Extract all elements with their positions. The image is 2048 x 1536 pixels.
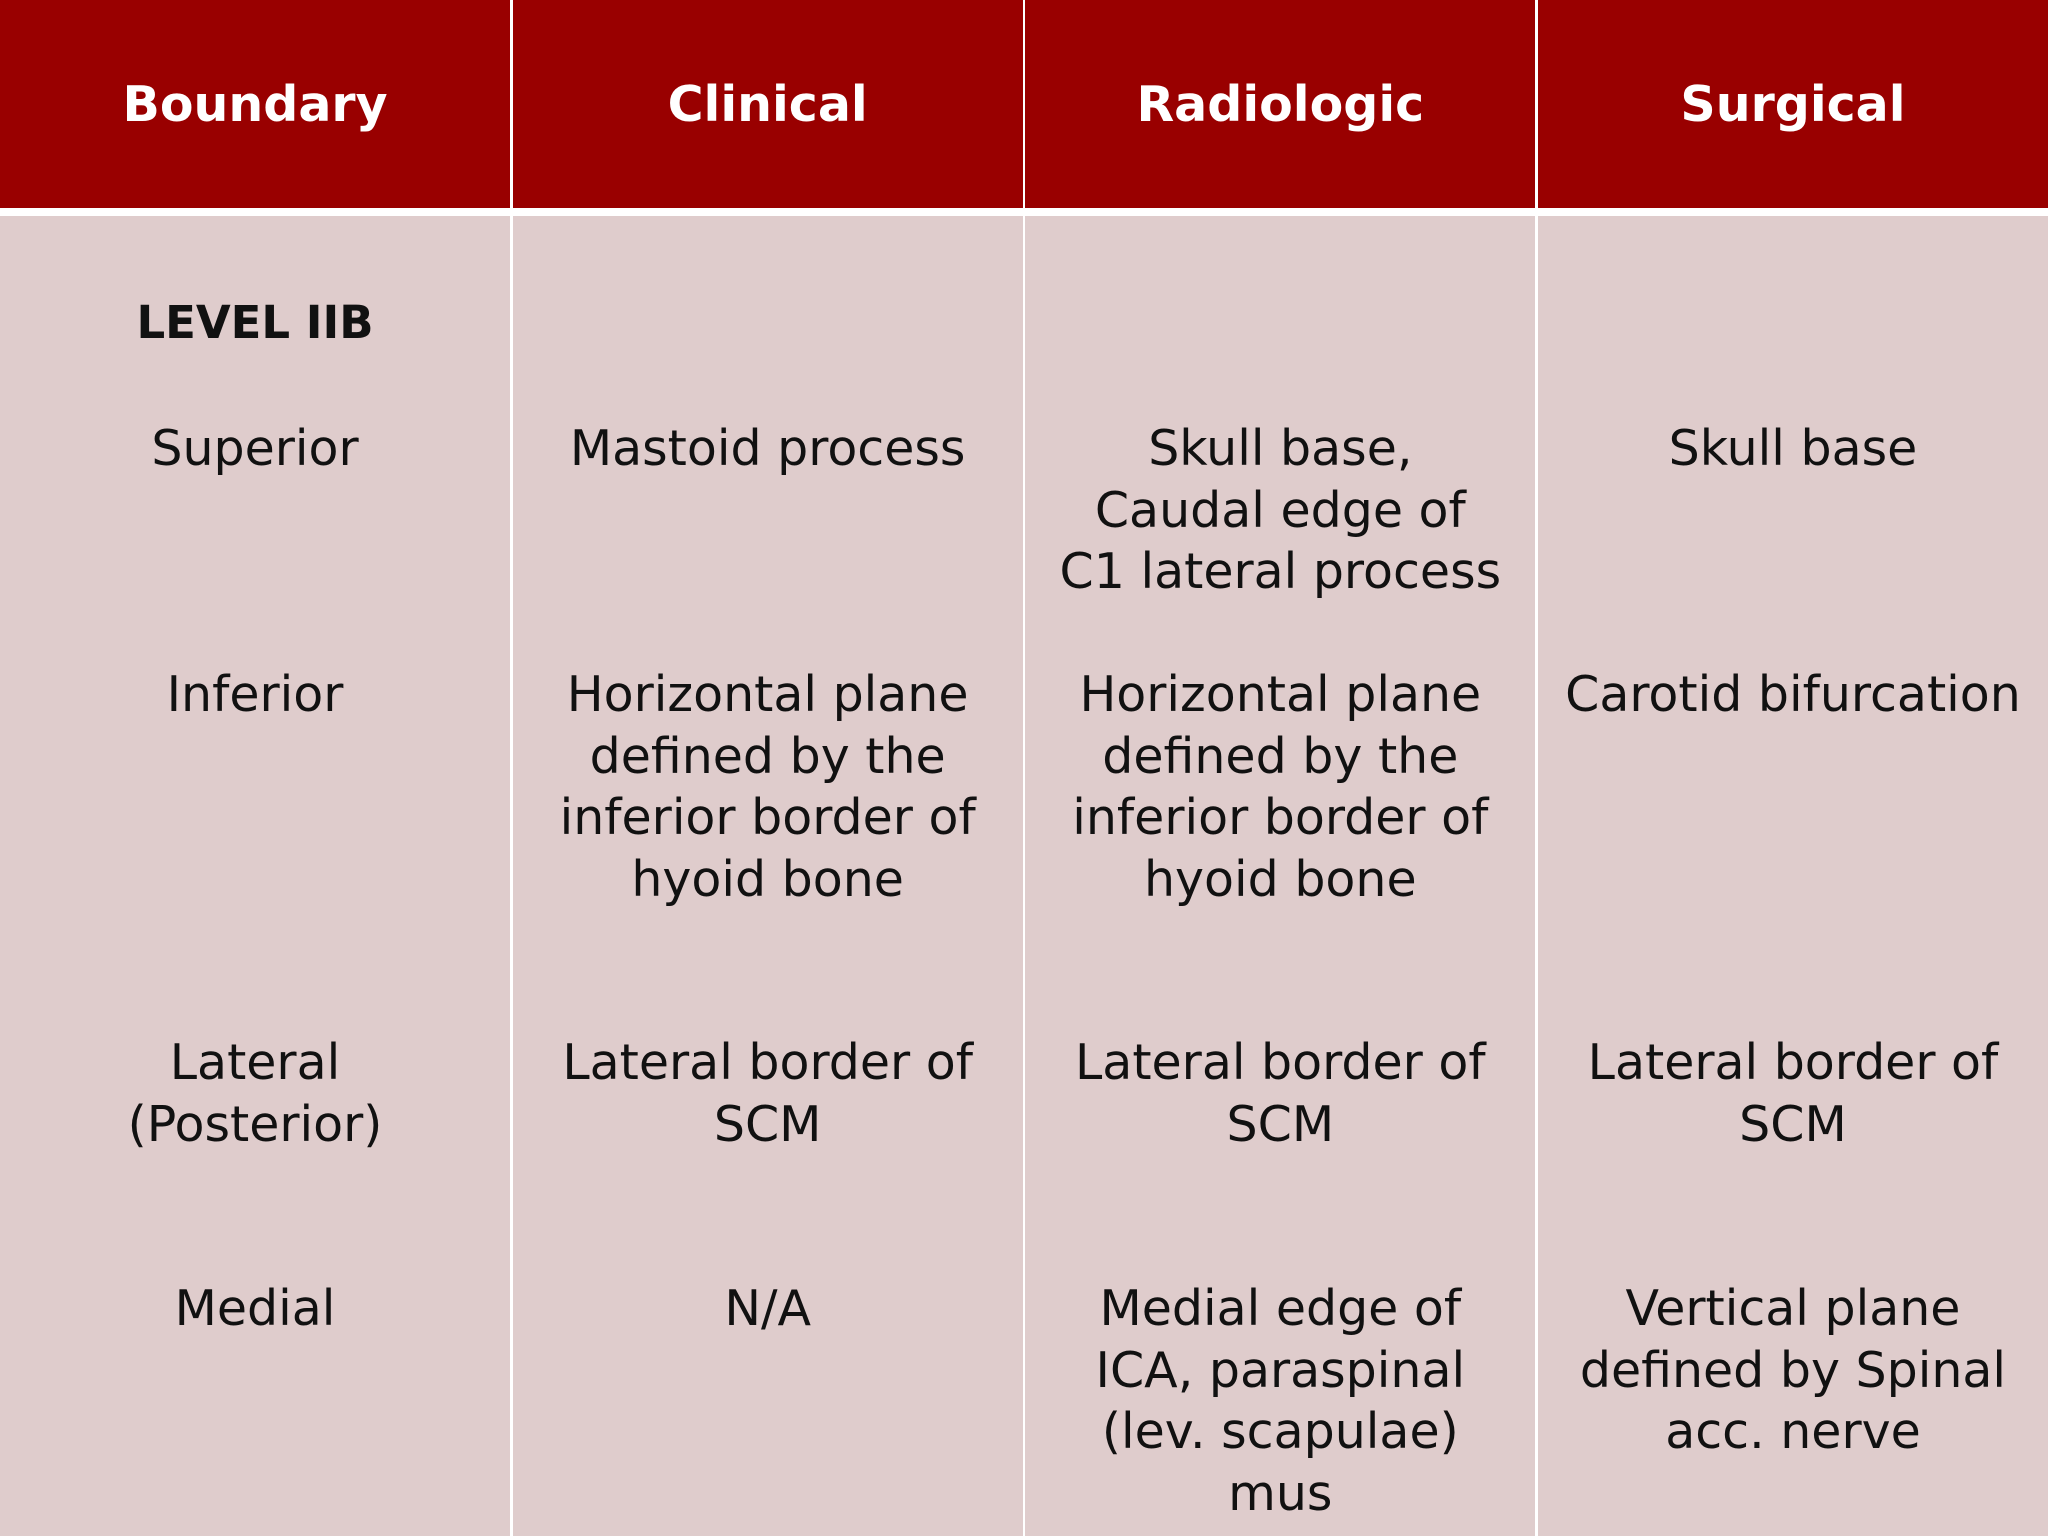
header-radiologic: Radiologic	[1025, 0, 1535, 216]
column-boundary	[0, 216, 510, 1536]
cell-boundary-lateral: Lateral (Posterior)	[127, 1034, 383, 1153]
cell-boundary-medial: Medial	[174, 1280, 336, 1337]
column-surgical	[1538, 216, 2048, 1536]
cell-radiologic-lateral: Lateral border of SCM	[1075, 1034, 1486, 1153]
cell-surgical-lateral: Lateral border of SCM	[1587, 1034, 1999, 1153]
cell-radiologic-superior: Skull base, Caudal edge of C1 lateral process	[1059, 420, 1502, 600]
column-radiologic	[1025, 216, 1535, 1536]
cell-surgical-inferior: Carotid bifurcation	[1565, 666, 2021, 723]
cell-radiologic-medial: Medial edge of ICA, paraspinal (lev. scapulae) mus	[1095, 1280, 1466, 1522]
cell-radiologic-inferior: Horizontal plane defined by the inferior border of hyoid bone	[1072, 666, 1489, 908]
cell-surgical-superior: Skull base	[1668, 420, 1918, 477]
cell-clinical-inferior: Horizontal plane defined by the inferior border of hyoid bone	[559, 666, 976, 908]
header-surgical: Surgical	[1538, 0, 2048, 216]
cell-clinical-medial: N/A	[724, 1280, 811, 1337]
cell-boundary-inferior: Inferior	[166, 666, 344, 723]
header-boundary: Boundary	[0, 0, 510, 216]
cell-boundary-superior: Superior	[151, 420, 359, 477]
level-label: LEVEL IIB	[136, 296, 374, 349]
header-clinical: Clinical	[513, 0, 1023, 216]
cell-clinical-superior: Mastoid process	[569, 420, 966, 477]
cell-clinical-lateral: Lateral border of SCM	[562, 1034, 973, 1153]
column-clinical	[513, 216, 1023, 1536]
cell-surgical-medial: Vertical plane defined by Spinal acc. nerve	[1579, 1280, 2007, 1460]
